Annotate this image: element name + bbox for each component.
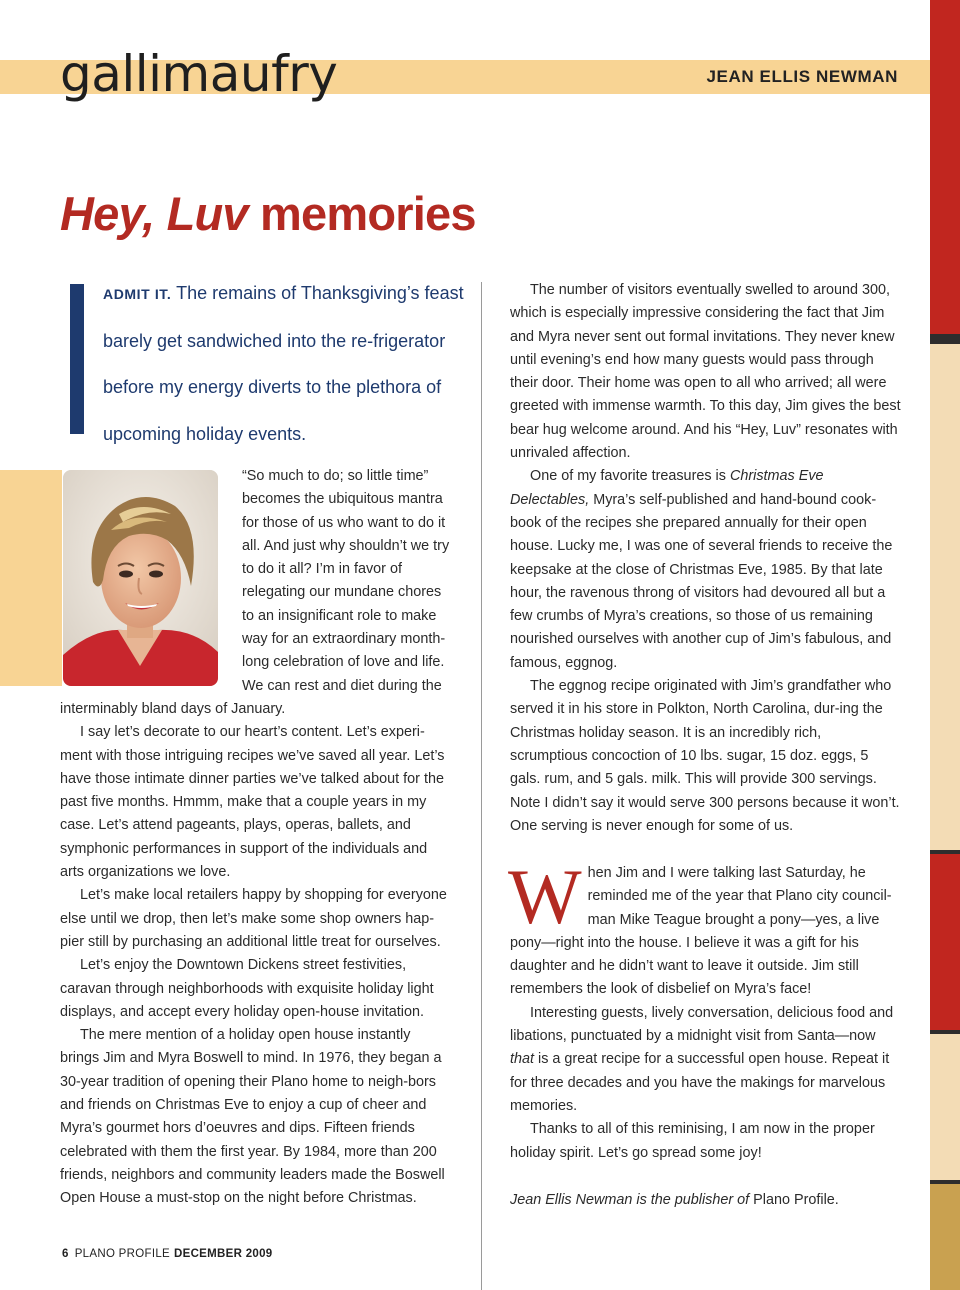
paragraph: The mere mention of a holiday open house instantly brings Jim and Myra Boswell to mind. In 1976, they began a 30-year tradition of opening their Plano home to neigh-bors and friends on Christmas Eve to enjoy a cup of cheer and Myra’s gourmet hors d’oeuvres and dips. Fifteen friends celebrated with them the first year. By 1984, more than 200 friends, neighbors and community leaders made the Boswell Open House a must-stop on the night before Christmas. (60, 1027, 445, 1207)
paragraph: I say let’s decorate to our heart’s content. Let’s experi-ment with those intriguing recipes we’ve saved all year. Let’s have those intimate dinner parties we’ve talked about for the past five months. Hmmm, make that a couple years in my case. Let’s attend pageants, plays, operas, ballets, and symphonic performances in support of the individuals and arts organizations we love. (60, 724, 445, 881)
paragraph: Interesting guests, lively conversation, delicious food and libations, punctuated by a midnight visit from Santa—now that is a great recipe for a successful open house. Repeat it for three decades and you have the makings for marvelous memories. (510, 1004, 894, 1114)
title-rest: memories (260, 187, 476, 240)
lede-text: The remains of Thanksgiving’s feast barely get sandwiched into the re-frigerator before my energy diverts to the plethora of upcoming holiday events. (103, 283, 464, 444)
drop-cap-letter: W (508, 853, 582, 940)
page-footer (62, 1248, 273, 1260)
edge-segment-beige-1 (930, 344, 960, 850)
page-number: 6 (62, 1248, 69, 1260)
photo-wrap-paragraph (242, 465, 452, 698)
edge-segment-beige-2 (930, 1034, 960, 1180)
author-name-header: JEAN ELLIS NEWMAN (706, 67, 898, 86)
issue-date: DECEMBER 2009 (174, 1248, 273, 1260)
column-name: gallimaufry (60, 45, 338, 103)
author-photo (63, 470, 218, 686)
title-italic-part: Hey, Luv (60, 187, 248, 240)
edge-segment-gold (930, 1184, 960, 1290)
author-credit: Jean Ellis Newman is the publisher of Plano Profile. (510, 1192, 839, 1208)
drop-cap-bar (70, 284, 84, 434)
edge-segment-dark (930, 334, 960, 344)
book-title: Christmas Eve Delectables, (510, 468, 824, 508)
paragraph: Let’s enjoy the Downtown Dickens street festivities, caravan through neighborhoods with exquisite holiday light displays, and accept every holiday open-house invitation. (60, 957, 434, 1020)
color-edge-strip (930, 0, 960, 1290)
paragraph: The eggnog recipe originated with Jim’s grandfather who served it in his store in Polkton, North Carolina, dur-ing the Christmas holiday season. It is an incredibly rich, scrumptious concoction of 10 lbs. sugar, 15 doz. eggs, 5 gals. rum, and 5 gals. milk. This will provide 300 servings. Note I didn’t say it would serve 300 persons because it won’t. One serving is never enough for some of us. (510, 678, 900, 834)
article-title (60, 186, 476, 241)
paragraph: The number of visitors eventually swelled to around 300, which is especially impressive considering the fact that Jim and Myra never sent out formal invitations. They never knew until evening’s end how many guests would pass through their door. Their home was open to all who arrived; all were greeted with immense warmth. To this day, Jim gives the best bear hug welcome around. And his “Hey, Luv” resonates with unrivaled affection. (510, 282, 901, 462)
right-column-body-lower (508, 853, 902, 1165)
paragraph: Thanks to all of this reminising, I am now in the proper holiday spirit. Let’s go spread some joy! (510, 1121, 875, 1161)
author-portrait-illustration (63, 470, 218, 686)
left-column-body (60, 698, 452, 1211)
paragraph: “So much to do; so little time” becomes the ubiquitous mantra for those of us who want to do it all. And just why shouldn’t we try to do it all? I’m in favor of relegating our mundane chores to an insignificant role to make way for an extraordinary month-long celebration of love and life. We can rest and diet during the (242, 468, 450, 694)
paragraph: interminably bland days of January. (60, 701, 286, 717)
photo-background-band (0, 470, 62, 686)
publication-name: Plano Profile. (753, 1192, 839, 1208)
paragraph: Let’s make local retailers happy by shopping for everyone else until we drop, then let’s make some shop owners hap-pier still by purchasing an additional little treat for ourselves. (60, 887, 447, 950)
paragraph: When Jim and I were talking last Saturday, he reminded me of the year that Plano city council-man Mike Teague brought a pony—yes, a live pony—right into the house. I believe it was a gift for his daughter and he didn’t want to leave it outside. Jim still remembers the look of disbelief on Myra’s face! (508, 853, 892, 998)
edge-segment-red-mid (930, 854, 960, 1030)
lede-smallcaps: ADMIT IT. (103, 286, 172, 302)
right-column-body (510, 279, 902, 838)
lede-paragraph (103, 270, 483, 457)
paragraph: One of my favorite treasures is Christmas Eve Delectables, Myra’s self-published and hand-bound cook-book of the recipes she prepared annually for their open house. Lucky me, I was one of several friends to receive the keepsake at the close of Christmas Eve, 1985. By that late hour, the ravenous throng of visitors had devoured all but a few crumbs of Myra’s creations, so those of us remaining nourished ourselves with another cup of Jim’s fabulous, and famous, eggnog. (510, 468, 893, 671)
magazine-name: PLANO PROFILE (74, 1248, 170, 1260)
edge-segment-red-top (930, 0, 960, 334)
